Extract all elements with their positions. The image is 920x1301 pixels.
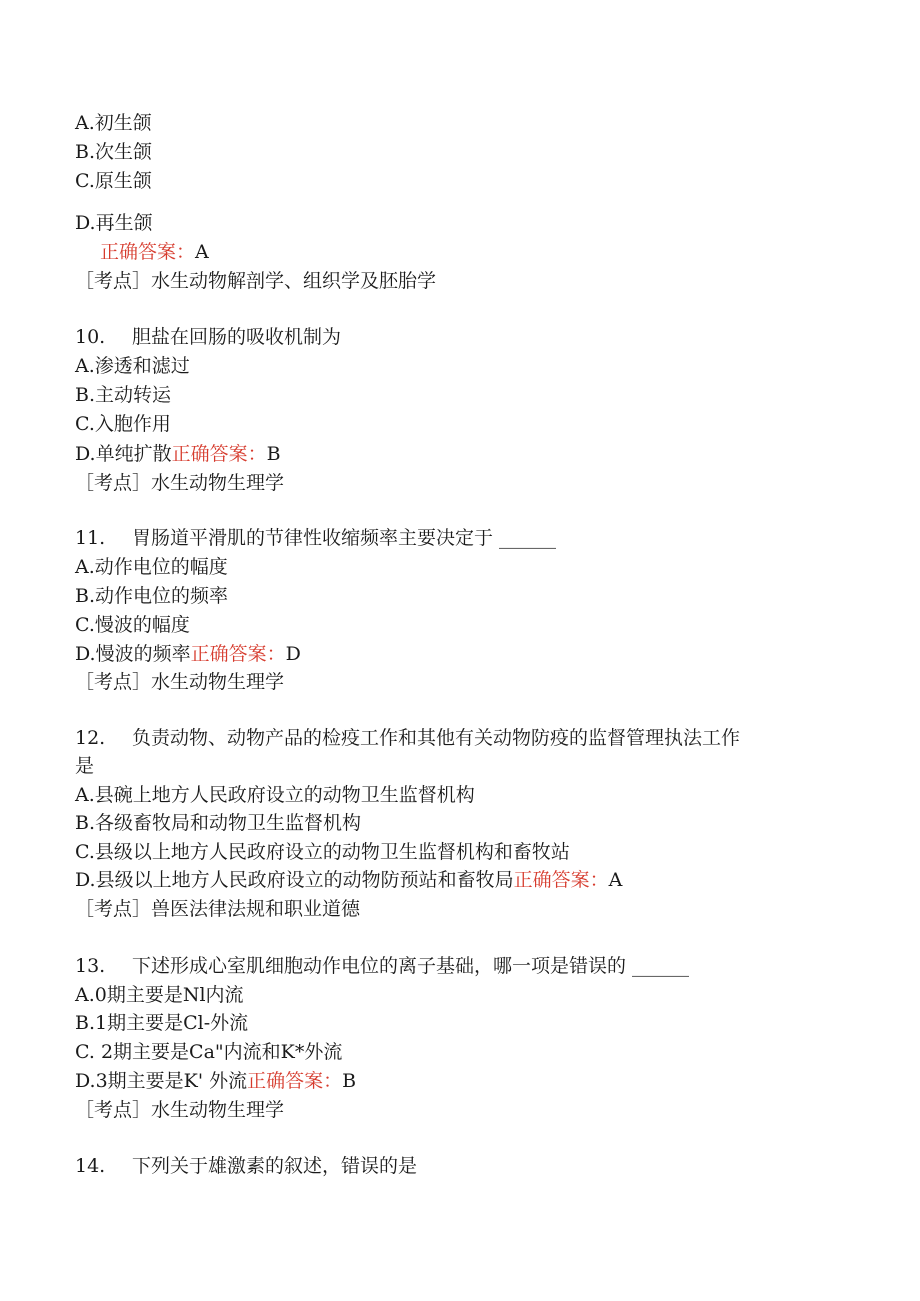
question-number: 11. [75, 527, 106, 549]
q13-option-c: C. 2期主要是Ca"内流和K*外流 [75, 1041, 343, 1063]
q13-option-d [75, 1068, 356, 1094]
question-number: 14. [75, 1155, 106, 1177]
question-text: 负责动物、动物产品的检疫工作和其他有关动物防疫的监督管理执法工作 [132, 727, 741, 749]
q10-option-a: A.渗透和滤过 [75, 355, 190, 377]
question-text: 胆盐在回肠的吸收机制为 [132, 326, 342, 348]
q9-option-a: A.初生颌 [75, 112, 152, 134]
answer-label: 正确答案： [171, 443, 267, 465]
question-text: 下述形成心室肌细胞动作电位的离子基础，哪一项是错误的 ______ [132, 955, 690, 977]
q12-option-c: C.县级以上地方人民政府设立的动物卫生监督机构和畜牧站 [75, 841, 570, 863]
question-text: 下列关于雄激素的叙述，错误的是 [132, 1155, 418, 1177]
q9-option-d: D.再生颌 [75, 212, 153, 234]
q9-answer [100, 239, 209, 265]
answer-label: 正确答案： [100, 241, 196, 263]
q13-option-b: B.1期主要是Cl-外流 [75, 1012, 249, 1034]
q13-option-a: A.0期主要是Nl内流 [75, 984, 244, 1006]
q14-stem [75, 1153, 417, 1179]
q10-option-b: B.主动转运 [75, 384, 172, 406]
q10-option-d [75, 441, 281, 467]
q9-option-b: B.次生颌 [75, 141, 153, 163]
option-text: D.县级以上地方人民政府设立的动物防预站和畜牧局 [75, 869, 514, 891]
q10-topic: ［考点］水生动物生理学 [75, 472, 285, 494]
q12-stem-continued: 是 [75, 755, 95, 777]
q12-option-b: B.各级畜牧局和动物卫生监督机构 [75, 812, 362, 834]
q11-option-a: A.动作电位的幅度 [75, 556, 228, 578]
answer-value: A [195, 241, 209, 263]
q12-option-a: A.县碗上地方人民政府设立的动物卫生监督机构 [75, 784, 475, 806]
answer-label: 正确答案： [513, 869, 609, 891]
option-text: D.单纯扩散 [75, 443, 172, 465]
answer-value: A [608, 869, 623, 891]
answer-label: 正确答案： [190, 643, 286, 665]
q9-topic: ［考点］水生动物解剖学、组织学及胚胎学 [75, 270, 437, 292]
answer-value: B [266, 443, 281, 465]
q10-option-c: C.入胞作用 [75, 413, 171, 435]
q9-option-c: C.原生颌 [75, 170, 152, 192]
q11-topic: ［考点］水生动物生理学 [75, 671, 285, 693]
q11-stem [75, 525, 556, 551]
option-text: D.慢波的频率 [75, 643, 191, 665]
q10-stem [75, 324, 341, 350]
q11-option-b: B.动作电位的频率 [75, 585, 229, 607]
q12-option-d [75, 867, 622, 893]
q11-option-c: C.慢波的幅度 [75, 614, 190, 636]
answer-value: D [285, 643, 301, 665]
q13-stem [75, 953, 689, 979]
q12-topic: ［考点］兽医法律法规和职业道德 [75, 898, 361, 920]
q13-topic: ［考点］水生动物生理学 [75, 1099, 285, 1121]
question-number: 12. [75, 727, 106, 749]
answer-label: 正确答案： [247, 1070, 343, 1092]
option-text: D.3期主要是K' 外流 [75, 1070, 248, 1092]
question-number: 13. [75, 955, 106, 977]
q12-stem [75, 725, 740, 751]
question-number: 10. [75, 326, 106, 348]
question-text: 胃肠道平滑肌的节律性收缩频率主要决定于 ______ [132, 527, 557, 549]
answer-value: B [342, 1070, 357, 1092]
q11-option-d [75, 641, 301, 667]
